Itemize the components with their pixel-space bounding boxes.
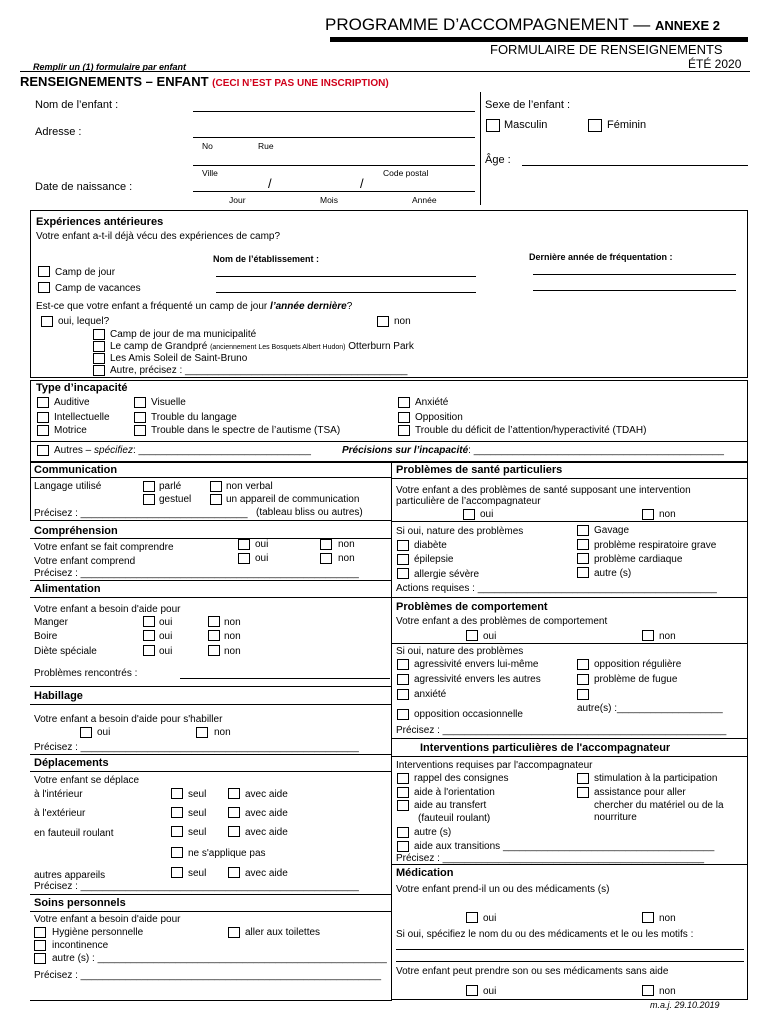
inside-label: à l'intérieur (34, 789, 83, 800)
behaviour-question: Votre enfant a des problèmes de comportement (396, 616, 608, 627)
address-label: Adresse : (35, 126, 82, 138)
care-other-label[interactable]: autre (s) : ____________________________________________________ (52, 953, 387, 964)
disability-title: Type d’incapacité (36, 382, 128, 394)
day-camp-checkbox[interactable] (38, 266, 50, 277)
respiratory-checkbox[interactable] (577, 539, 589, 550)
drink-label: Boire (34, 631, 58, 642)
section-note: (CECI N’EST PAS UNE INSCRIPTION) (212, 78, 389, 89)
city-field[interactable] (193, 165, 475, 166)
eat-label: Manger (34, 617, 68, 628)
health-no: non (659, 509, 676, 520)
behaviour-top-rule (391, 597, 748, 598)
eat-yes: oui (159, 617, 173, 628)
eat-no-checkbox[interactable] (208, 616, 220, 627)
medication-no-checkbox[interactable] (642, 912, 654, 923)
aggr-others-label: agressivité envers les autres (414, 674, 541, 685)
self-no: non (659, 986, 676, 997)
devices-alone-checkbox[interactable] (171, 867, 183, 878)
makes-understood-yes: oui (255, 539, 269, 550)
assist-label-1: assistance pour aller (594, 787, 686, 798)
visual-checkbox[interactable] (134, 397, 146, 408)
q-bold: l’année dernière (270, 301, 347, 312)
comprehension-specify[interactable]: Précisez : __________________________________________________ (34, 568, 359, 579)
diet-no: non (224, 646, 241, 657)
health-yes: oui (480, 509, 494, 520)
dob-label: Date de naissance : (35, 181, 133, 193)
last-year-question (36, 301, 352, 313)
makes-understood-no: non (338, 539, 355, 550)
month-caption: Mois (320, 195, 338, 205)
interventions-top-rule (391, 738, 748, 739)
allergy-checkbox[interactable] (397, 568, 409, 579)
behaviour-anxiety-label: anxiété (414, 689, 447, 700)
behaviour-specify[interactable]: Précisez : ___________________________________________________ (396, 725, 727, 736)
orientation-checkbox[interactable] (397, 787, 409, 798)
camp-opt4-label: Autre, précisez : ________________________________________ (110, 365, 408, 376)
makes-understood-no-checkbox[interactable] (320, 539, 332, 550)
health-question-1: Votre enfant a des problèmes de santé supposant une intervention (396, 485, 691, 496)
language-label: Trouble du langage (151, 412, 237, 423)
device-note: (tableau bliss ou autres) (256, 507, 363, 518)
camp-opt1-label: Camp de jour de ma municipalité (110, 329, 257, 340)
regular-opp-label: opposition régulière (594, 659, 682, 670)
stimulation-label: stimulation à la participation (594, 773, 718, 784)
interventions-specify[interactable]: Précisez : _______________________________________________ (396, 853, 705, 864)
diabetes-checkbox[interactable] (397, 540, 409, 551)
runaway-checkbox[interactable] (577, 674, 589, 685)
makes-understood-label: Votre enfant se fait comprendre (34, 542, 174, 553)
adhd-label: Trouble du déficit de l’attention/hyperactivité (TDAH) (415, 425, 647, 436)
feeding-needs-help: Votre enfant a besoin d'aide pour (34, 604, 181, 615)
summer-label: ÉTÉ 2020 (688, 57, 742, 71)
motor-label: Motrice (54, 425, 87, 436)
dob-slash-1: / (268, 176, 272, 191)
instruction: Remplir un (1) formulaire par enfant (33, 62, 187, 72)
age-label: Âge : (485, 154, 511, 166)
understands-label: Votre enfant comprend (34, 556, 136, 567)
not-applicable-label: ne s'applique pas (188, 848, 266, 859)
autism-label: Trouble dans le spectre de l’autisme (TSA) (151, 425, 341, 436)
postal-caption: Code postal (383, 168, 429, 178)
not-applicable-checkbox[interactable] (171, 847, 183, 858)
year-caption: Année (412, 195, 437, 205)
assist-checkbox[interactable] (577, 787, 589, 798)
opposition-label: Opposition (415, 412, 463, 423)
incontinence-checkbox[interactable] (34, 940, 46, 951)
dob-slash-2: / (360, 176, 364, 191)
interventions-rule (391, 756, 748, 757)
health-question-2: particulière de l’accompagnateur (396, 496, 541, 507)
auditive-checkbox[interactable] (37, 397, 49, 408)
experience-question: Votre enfant a-t-il déjà vécu des expériences de camp? (36, 231, 281, 242)
diet-yes-checkbox[interactable] (143, 645, 155, 656)
q-suffix: ? (346, 301, 353, 312)
behaviour-yes: oui (483, 631, 497, 642)
behaviour-sub-rule (391, 643, 748, 644)
self-yes-checkbox[interactable] (466, 985, 478, 996)
dressing-yes-checkbox[interactable] (80, 727, 92, 738)
outside-alone-checkbox[interactable] (171, 807, 183, 818)
day-camp-year-field[interactable] (533, 274, 736, 275)
last-year-no-checkbox[interactable] (377, 316, 389, 327)
disability-divider (30, 441, 748, 442)
other-disability-checkbox[interactable] (37, 445, 49, 456)
non-verbal-checkbox[interactable] (210, 481, 222, 492)
transfer-checkbox[interactable] (397, 800, 409, 811)
health-no-checkbox[interactable] (642, 509, 654, 520)
male-checkbox[interactable] (486, 119, 500, 132)
outside-alone: seul (188, 808, 207, 819)
gavage-label: Gavage (594, 525, 630, 536)
toilet-label: aller aux toilettes (245, 927, 321, 938)
epilepsy-checkbox[interactable] (397, 554, 409, 565)
toilet-checkbox[interactable] (228, 927, 240, 938)
feeding-top-rule (30, 580, 392, 581)
behaviour-other-checkbox[interactable] (577, 689, 589, 700)
understands-yes-checkbox[interactable] (238, 553, 250, 564)
form-title (325, 15, 720, 36)
q-prefix: Est-ce que votre enfant a fréquenté un camp de jour (36, 301, 271, 312)
care-other-checkbox[interactable] (34, 953, 46, 964)
other-c: : _______________________________ (132, 445, 311, 456)
holiday-camp-label: Camp de vacances (55, 283, 141, 294)
devices-alone: seul (188, 868, 207, 879)
language-used-label: Langage utilisé (34, 481, 102, 492)
inside-help: avec aide (245, 789, 288, 800)
dressing-rule (30, 704, 392, 705)
eat-yes-checkbox[interactable] (143, 616, 155, 627)
name-field[interactable] (193, 111, 475, 112)
dressing-no: non (214, 727, 231, 738)
care-rule (30, 911, 392, 912)
camp-opt1-checkbox[interactable] (93, 329, 105, 340)
behaviour-nature: Si oui, nature des problèmes (396, 646, 524, 657)
outside-label: à l'extérieur (34, 808, 86, 819)
female-label: Féminin (607, 119, 647, 131)
identity-divider (480, 92, 481, 205)
street-caption: Rue (258, 141, 274, 151)
drink-no: non (224, 631, 241, 642)
medication-field-1[interactable] (396, 949, 744, 950)
motor-checkbox[interactable] (37, 425, 49, 436)
wheelchair-alone: seul (188, 827, 207, 838)
understands-no-checkbox[interactable] (320, 553, 332, 564)
update-date: m.a.j. 29.10.2019 (650, 1000, 720, 1010)
interventions-title: Interventions particulières de l'accompagnateur (420, 742, 671, 754)
city-caption: Ville (202, 168, 218, 178)
interventions-required: Interventions requises par l'accompagnateur (396, 760, 593, 771)
female-checkbox[interactable] (588, 119, 602, 132)
reminders-checkbox[interactable] (397, 773, 409, 784)
self-yes: oui (483, 986, 497, 997)
medication-self: Votre enfant peut prendre son ou ses médicaments sans aide (396, 966, 669, 977)
opt2-small: (anciennement Les Bosquets Albert Hudon) (210, 344, 346, 351)
runaway-label: problème de fugue (594, 674, 678, 685)
assist-label-3: nourriture (594, 812, 637, 823)
transfer-label-1: aide au transfert (414, 800, 487, 811)
dressing-needs-help: Votre enfant a besoin d'aide pour s'habiller (34, 714, 223, 725)
anxiety-label: Anxiété (415, 397, 449, 408)
movement-specify[interactable]: Précisez : __________________________________________________ (34, 881, 359, 892)
allergy-label: allergie sévère (414, 569, 480, 580)
medication-yes: oui (483, 913, 497, 924)
health-other-checkbox[interactable] (577, 567, 589, 578)
health-title: Problèmes de santé particuliers (396, 464, 563, 476)
self-no-checkbox[interactable] (642, 985, 654, 996)
device-label: un appareil de communication (226, 494, 360, 505)
movement-title: Déplacements (34, 757, 109, 769)
title-text: PROGRAMME D’ACCOMPAGNEMENT — (325, 15, 651, 34)
gestural-checkbox[interactable] (143, 494, 155, 505)
stimulation-checkbox[interactable] (577, 773, 589, 784)
dressing-yes: oui (97, 727, 111, 738)
transitions-checkbox[interactable] (397, 841, 409, 852)
camp-opt3-label: Les Amis Soleil de Saint-Bruno (110, 353, 248, 364)
other-disability-label (54, 445, 311, 457)
drink-yes-checkbox[interactable] (143, 630, 155, 641)
epilepsy-label: épilepsie (414, 554, 454, 565)
precisions-a: Précisions sur l’incapacité (342, 445, 469, 456)
diabetes-label: diabète (414, 540, 447, 551)
medication-yes-checkbox[interactable] (466, 912, 478, 923)
behaviour-no: non (659, 631, 676, 642)
spoken-label: parlé (159, 481, 182, 492)
aggr-self-label: agressivité envers lui-même (414, 659, 539, 670)
dressing-top-rule (30, 686, 392, 687)
communication-title: Communication (34, 464, 118, 476)
eat-no: non (224, 617, 241, 628)
aggr-others-checkbox[interactable] (397, 674, 409, 685)
intellectual-checkbox[interactable] (37, 412, 49, 423)
respiratory-label: problème respiratoire grave (594, 540, 717, 551)
opt2-place: Otterburn Park (348, 341, 414, 352)
dressing-title: Habillage (34, 690, 83, 702)
reminders-label: rappel des consignes (414, 773, 509, 784)
comprehension-title: Compréhension (34, 525, 118, 537)
health-nature: Si oui, nature des problèmes (396, 526, 524, 537)
health-other-label: autre (s) (594, 568, 632, 579)
auditive-label: Auditive (54, 397, 90, 408)
medication-no: non (659, 913, 676, 924)
aggr-self-checkbox[interactable] (397, 659, 409, 670)
interventions-other-label: autre (s) (414, 827, 452, 838)
medication-top-rule (391, 864, 748, 865)
spoken-checkbox[interactable] (143, 481, 155, 492)
behaviour-yes-checkbox[interactable] (466, 630, 478, 641)
devices-help: avec aide (245, 868, 288, 879)
dressing-no-checkbox[interactable] (196, 727, 208, 738)
feeding-problems-field[interactable] (180, 678, 390, 679)
holiday-camp-checkbox[interactable] (38, 282, 50, 293)
diet-no-checkbox[interactable] (208, 645, 220, 656)
feeding-rule (30, 597, 392, 598)
camp-opt3-checkbox[interactable] (93, 353, 105, 364)
communication-rule (30, 477, 392, 478)
wheelchair-alone-checkbox[interactable] (171, 826, 183, 837)
occasional-opp-label: opposition occasionnelle (414, 709, 523, 720)
care-needs-help: Votre enfant a besoin d'aide pour (34, 914, 181, 925)
understands-no: non (338, 553, 355, 564)
address-field[interactable] (193, 137, 475, 138)
inside-alone-checkbox[interactable] (171, 788, 183, 799)
inside-alone: seul (188, 789, 207, 800)
outside-help: avec aide (245, 808, 288, 819)
left-bottom-rule (30, 1000, 392, 1001)
care-title: Soins personnels (34, 897, 126, 909)
dressing-specify[interactable]: Précisez : __________________________________________________ (34, 742, 359, 753)
device-checkbox[interactable] (210, 494, 222, 505)
movement-top-rule (30, 754, 392, 755)
experience-title: Expériences antérieures (36, 216, 164, 228)
behaviour-other-label[interactable]: autre(s) :___________________ (577, 703, 723, 714)
holiday-camp-year-field[interactable] (533, 290, 736, 291)
care-top-rule (30, 894, 392, 895)
annex-label: ANNEXE 2 (654, 18, 720, 33)
hygiene-checkbox[interactable] (34, 927, 46, 938)
day-camp-label: Camp de jour (55, 267, 116, 278)
no-caption: No (202, 141, 213, 151)
gestural-label: gestuel (159, 494, 192, 505)
occasional-opp-checkbox[interactable] (397, 709, 409, 720)
last-year-no-label: non (394, 316, 411, 327)
gavage-checkbox[interactable] (577, 525, 589, 536)
health-yes-checkbox[interactable] (463, 509, 475, 520)
form-subtitle: FORMULAIRE DE RENSEIGNEMENTS (490, 42, 723, 57)
holiday-camp-name-field[interactable] (216, 292, 476, 293)
care-specify[interactable]: Précisez : ______________________________________________________ (34, 970, 382, 981)
cardiac-checkbox[interactable] (577, 553, 589, 564)
language-checkbox[interactable] (134, 412, 146, 423)
intellectual-label: Intellectuelle (54, 412, 110, 423)
establishment-heading: Nom de l’établissement : (213, 254, 320, 264)
wheelchair-label: en fauteuil roulant (34, 828, 114, 839)
behaviour-title: Problèmes de comportement (396, 601, 548, 613)
non-verbal-label: non verbal (226, 481, 273, 492)
health-actions[interactable]: Actions requises : ___________________________________________ (396, 583, 717, 594)
cardiac-label: problème cardiaque (594, 554, 683, 565)
health-sub-rule (391, 521, 748, 522)
precisions-b: : _____________________________________________ (468, 445, 724, 456)
feeding-title: Alimentation (34, 583, 101, 595)
regular-opp-checkbox[interactable] (577, 659, 589, 670)
sex-label: Sexe de l’enfant : (485, 99, 571, 111)
visual-label: Visuelle (151, 397, 186, 408)
last-year-heading: Dernière année de fréquentation : (529, 252, 673, 262)
opt2-main: Le camp de Grandpré (110, 341, 208, 352)
other-b: spécifiez (94, 445, 133, 456)
wheelchair-help: avec aide (245, 827, 288, 838)
age-field[interactable] (522, 165, 748, 166)
yes-which-label: oui, lequel? (58, 316, 110, 327)
camp-opt2-checkbox[interactable] (93, 341, 105, 352)
wheelchair-help-checkbox[interactable] (228, 826, 240, 837)
day-camp-name-field[interactable] (216, 276, 476, 277)
drink-yes: oui (159, 631, 173, 642)
assist-label-2: chercher du matériel ou de la (594, 800, 724, 811)
hygiene-label: Hygiène personnelle (52, 927, 144, 938)
communication-specify[interactable]: Précisez : ______________________________ (34, 508, 248, 519)
day-caption: Jour (229, 195, 246, 205)
male-label: Masculin (504, 119, 548, 131)
last-year-yes-checkbox[interactable] (41, 316, 53, 327)
feeding-problems-label: Problèmes rencontrés : (34, 668, 138, 679)
opposition-checkbox[interactable] (398, 412, 410, 423)
medication-question: Votre enfant prend-il un ou des médicaments (s) (396, 884, 610, 895)
drink-no-checkbox[interactable] (208, 630, 220, 641)
dob-field[interactable] (193, 191, 475, 192)
medication-title: Médication (396, 867, 454, 879)
adhd-checkbox[interactable] (398, 425, 410, 436)
transitions-label[interactable]: aide aux transitions ______________________________________ (414, 841, 715, 852)
other-a: Autres – (54, 445, 92, 456)
devices-help-checkbox[interactable] (228, 867, 240, 878)
medication-specify: Si oui, spécifiez le nom du ou des médicaments et le ou les motifs : (396, 929, 694, 940)
name-label: Nom de l’enfant : (35, 99, 119, 111)
health-rule (391, 478, 748, 479)
anxiety-checkbox[interactable] (398, 397, 410, 408)
behaviour-no-checkbox[interactable] (642, 630, 654, 641)
makes-understood-yes-checkbox[interactable] (238, 539, 250, 550)
incontinence-label: incontinence (52, 940, 109, 951)
outside-help-checkbox[interactable] (228, 807, 240, 818)
diet-yes: oui (159, 646, 173, 657)
camp-opt4-checkbox[interactable] (93, 365, 105, 376)
movement-rule (30, 771, 392, 772)
medication-field-2[interactable] (396, 961, 744, 962)
understands-yes: oui (255, 553, 269, 564)
transfer-label-2: (fauteuil roulant) (418, 813, 491, 824)
moves-label: Votre enfant se déplace (34, 775, 140, 786)
inside-help-checkbox[interactable] (228, 788, 240, 799)
orientation-label: aide à l'orientation (414, 787, 495, 798)
diet-label: Diète spéciale (34, 646, 97, 657)
section-heading (20, 74, 389, 91)
autism-checkbox[interactable] (134, 425, 146, 436)
header-rule (20, 71, 750, 72)
interventions-other-checkbox[interactable] (397, 827, 409, 838)
behaviour-anxiety-checkbox[interactable] (397, 689, 409, 700)
section-title: RENSEIGNEMENTS – ENFANT (20, 74, 209, 89)
other-devices-label: autres appareils (34, 870, 106, 881)
precisions-label (342, 445, 724, 457)
